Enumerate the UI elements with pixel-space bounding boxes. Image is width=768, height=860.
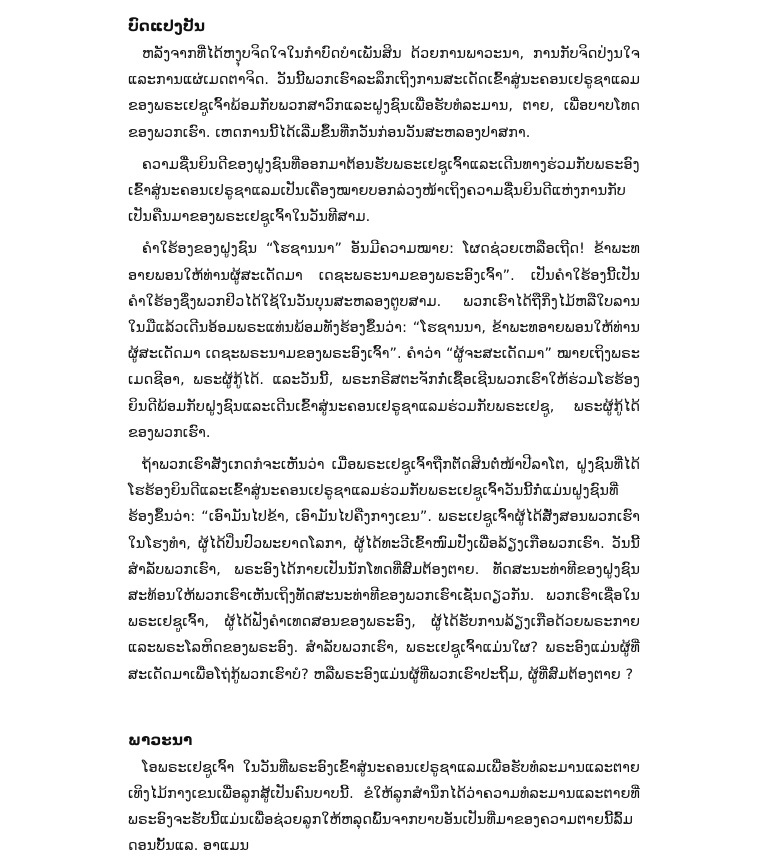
reflection-section [128,14,640,688]
section-heading-prayer: ພາວະນາ [128,730,193,749]
prayer-paragraph-1: ໂອພຣະເຢຊູເຈົ້າ ໃນວັນທີ່ພຣະອົງເຂົ້າສູ່ນະຄອນເຢຣູຊາແລມເພື່ອຮັບທໍລະມານແລະຕາຍເທິງໄມ້ກາງເຂນເພື່ອລູກສູ້ເປັນຄົນບາບນີ້. ຂໍໃຫ້ລູກສໍານຶກໄດ້ວ່າຄວາມທໍລະມານແລະຕາຍທີ່ພຣະອົງຈະຮັບນີ້ແມ່ນເພື່ອຊ່ວຍລູກໃຫ້ຫລຸດພົ້ນຈາກບາບອັນເປັນທີ່ມາຂອງຄວາມຕາຍນີ້ລົ້ມດອນບັ້ນແລ. ອາແມນ [128,759,640,855]
prayer-section [128,728,640,860]
reflection-paragraph-1: ຫລັງຈາກທີ່ໄດ້ຫງຸບຈິດໃຈໃນກໍາບົດບໍາເພັນສິນ ດ້ວຍການພາວະນາ, ການກັບຈິດປ່ງນໃຈແລະການແຜ່ເມດຕາຈິດ. ວັນນີ້ພວກເຮົາລະລຶກເຖິງການສະເດັດເຂົ້າສູ່ນະຄອນເຢຣູຊາແລມຂອງພຣະເຢຊູເຈົ້າພ້ອມກັບພວກສາວົກແລະຝູງຊົນເພື່ອຮັບທໍລະມານ, ຕາຍ, ເພື່ອບາບໂທດຂອງພວກເຮົາ. ເຫດການນີ້ໄດ້ເລີ່ມຂຶ້ນທີ່ກວັນກ່ອນວັນສະຫລອງປາສກາ. [128,46,640,141]
reflection-paragraph-3: ຄໍາໃຮ້ອງຂອງຝູງຊົນ “ໂຮຊານນາ” ອັນມີຄວາມໝາຍ: ໂຜດຊ່ວຍເຫລືອເຖີດ! ຂ້າພະທອາຍພອນໃຫ້ທ່ານຜູ້ສະເດັດມາ ເດຊະພຣະນາມຂອງພຣະອົງເຈົ້າ”. ເປັນຄໍາໃຮ້ອງນີ້ເປັນຄໍາໃຮ້ອງຊຶ່ງພວກຢິວໄດ້ໃຊ້ໃນວັນບຸນສະຫລອງຕູບສາມ. ພວກເຮົາໄດ້ຖືກິ່ງໄມ້ຫລືໃບລານໃນມືແລ້ວເດີນອ້ອມພຣະແທ່ນພ້ອມທັງຮ້ອງຂຶ້ນວ່າ: “ໂຮຊານນາ, ຂ້າພະທອາຍພອນໃຫ້ທ່ານຜູ້ສະເດັດມາ ເດຊະພຣະນາມຂອງພຣະອົງເຈົ້າ”. ຄໍາວ່າ “ຜູ້ຈະສະເດັດມາ” ໝາຍເຖິງພຣະເມດຊີອາ, ພຣະຜູ້ກູ້ໄດ້. ແລະວັນນີ້, ພຣະກຣີສຕະຈັກກໍ່ເຊື້ອເຊີນພວກເຮົາໃຫ້ຮ່ວມໂຮຮ້ອງຍິນດີພ້ອມກັບຝູງຊົນແລະເດີນເຂົ້າສູ່ນະຄອນເຢຣູຊາແລມຮ່ວມກັບພຣະເຢຊູ, ພຣະຜູ້ກູ້ໄດ້ຂອງພວກເຮົາ. [128,241,640,441]
reflection-paragraph-2: ຄວາມຊື່ນຍິນດີຂອງຝູງຊົນທີ່ອອກມາຕ້ອນຮັບພຣະເຢຊູເຈົ້າແລະເດີນທາງຮ່ວມກັບພຣະອົງເຂົ້າສູ່ນະຄອນເຢຣູຊາແລມເປັນເຄື່ອງໝາຍບອກລ່ວງໜ້າເຖິງຄວາມຊື່ນຍິນດີແຫ່ງການກັບເປັນຄືນມາຂອງພຣະເຢຊູເຈົ້າໃນວັນທີສາມ. [128,156,640,226]
reflection-paragraph-4: ຖ້າພວກເຮົາສັງເກດກໍຈະເຫັນວ່າ ເມື່ອພຣະເຢຊູເຈົ້າຖືກຕັດສິນຕໍ່ໜ້າປີລາໂຕ, ຝູງຊົນທີ່ໄດ້ໂຮຮ້ອງຍິນດີແລະເຂົ້າສູ່ນະຄອນເຢຣູຊາແລມຮ່ວມກັບພຣະເຢຊູເຈົ້າວັນນີ້ກໍ່ແມ່ນຝູງຊົນທີ່ຮ້ອງຂຶ້ນວ່າ: “ເອົາມັນໄປຂ້າ, ເອົາມັນໄປຄືງກາງເຂນ”. ພຣະເຢຊູເຈົ້າຜູ້ໄດ້ສັ່ງສອນພວກເຮົາໃນໂຮງທໍາ, ຜູ້ໄດ້ປິ່ນປົວພະຍາດໂລກາ, ຜູ້ໄດ້ທະວີເຂົ້າໜົມປັງເພື່ອລ້ຽງເກືອພວກເຮົາ. ວັນນີ້ສໍາລັບພວກເຮົາ, ພຣະອົງໄດ້ກາຍເປັນນັກໂທດທີ່ສົມຕ້ອງຕາຍ. ທັດສະນະທ່າທີຂອງຝູງຊົນສະທ້ອນໃຫ້ພວກເຮົາເຫັນເຖິງທັດສະນະທ່າທີຂອງພວກເຮົາເຊັ່ນດຽວກັນ. ພວກເຮົາເຊື່ອໃນພຣະເຢຊູເຈົ້າ, ຜູ້ໄດ້ຟັງຄໍາເທດສອນຂອງພຣະອົງ, ຜູ້ໄດ້ຮັບການລ້ຽງເກືອດ້ວຍພຣະກາຍແລະພຣະໂລຫິດຂອງພຣະອົງ. ສໍາລັບພວກເຮົາ, ພຣະເຢຊູເຈົ້າແມ່ນໃຜ? ພຣະອົງແມ່ນຜູ້ທີ່ສະເດັດມາເພື່ອໂຖ່ກູ້ພວກເຮົາບໍ? ຫລືພຣະອົງແມ່ນຜູ້ທີ່ພວກເຮົາປະຖິ້ມ, ຜູ້ທີ່ສົມຕ້ອງຕາຍ ? [128,457,640,683]
section-heading-reflection: ບົດແປງປັນ [128,17,206,35]
